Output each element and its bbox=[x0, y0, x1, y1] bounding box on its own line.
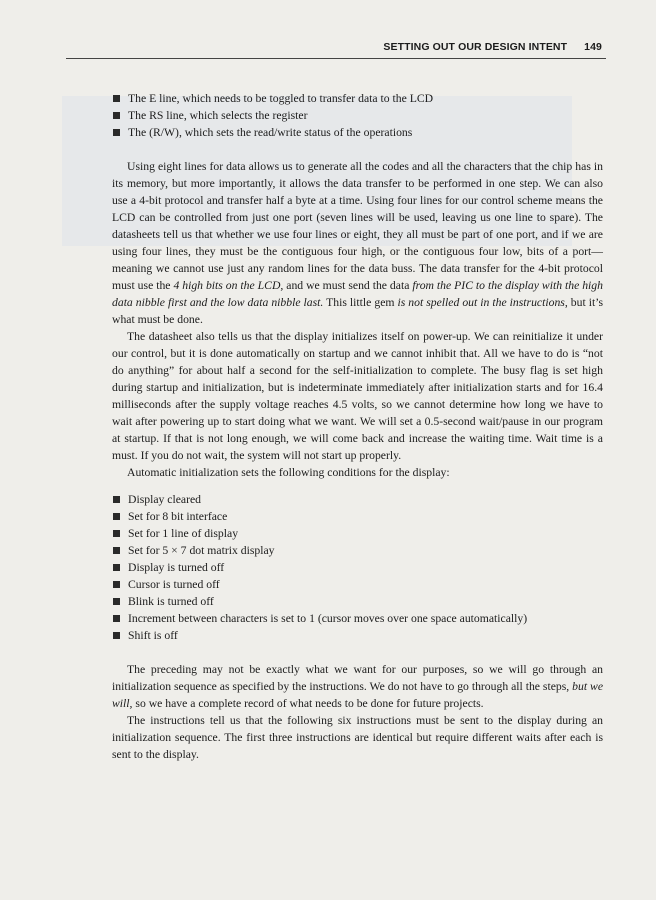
init-conditions-list bbox=[112, 491, 603, 644]
control-lines-list bbox=[112, 90, 603, 141]
list-item: Display cleared bbox=[128, 491, 603, 508]
list-item: Set for 8 bit interface bbox=[128, 508, 603, 525]
running-header bbox=[66, 40, 606, 59]
paragraph-preceding: The preceding may not be exactly what we want for our purposes, so we will go through an initialization sequence as specified by the instructions. We do not have to go through all the steps, but we will, so we have a complete record of what needs to be done for future projects. bbox=[112, 663, 604, 710]
body-text bbox=[112, 90, 603, 763]
paragraph-auto-init: Automatic initialization sets the following conditions for the display: bbox=[127, 466, 450, 479]
list-item: Increment between characters is set to 1 (cursor moves over one space automatically) bbox=[128, 610, 603, 627]
section-title: SETTING OUT OUR DESIGN INTENT bbox=[383, 41, 568, 53]
list-item: The E line, which needs to be toggled to transfer data to the LCD bbox=[128, 90, 603, 107]
paragraph-instructions: The instructions tell us that the following six instructions must be sent to the display during an initialization sequence. The first three instructions are identical but require different waits after each is sent to the display. bbox=[112, 714, 603, 761]
list-item: Set for 1 line of display bbox=[128, 525, 603, 542]
list-item: The (R/W), which sets the read/write status of the operations bbox=[128, 124, 603, 141]
list-item: Blink is turned off bbox=[128, 593, 603, 610]
list-item: The RS line, which selects the register bbox=[128, 107, 603, 124]
paragraph-data-lines: Using eight lines for data allows us to generate all the codes and all the characters that the chip has in its memory, but more importantly, it allows the data transfer to be performed in one step. We can also use a 4-bit protocol and transfer half a byte at a time. Using four lines for our control scheme means the LCD can be controlled from just one port (seven lines will be used, leaving us one line to spare). The datasheets tell us that whether we use four lines or eight, they all must be part of one port, and if we are using four lines, they must be the contiguous four high, or the contiguous four low, bits of a port—meaning we cannot use just any random lines for the data buss. The data transfer for the 4-bit protocol must use the 4 high bits on the LCD, and we must send the data from the PIC to the display with the high data nibble first and the low data nibble last. This little gem is not spelled out in the instructions, but it’s what must be done. bbox=[112, 160, 603, 326]
page-number: 149 bbox=[584, 41, 602, 53]
list-item: Display is turned off bbox=[128, 559, 603, 576]
paragraph-power-up: The datasheet also tells us that the display initializes itself on power-up. We can reinitialize it under our control, but it is done automatically on startup and we cannot inhibit that. All we have to do is “not do anything” for about half a second for the self-initialization to complete. The busy flag is set high during startup and initialization, but is indeterminate immediately after initialization starts and for 16.4 milliseconds after the supply voltage reaches 4.5 volts, so we cannot determine how long we have to wait after powering up to start doing what we want. We will set a 0.5-second wait/pause in our program at startup. If that is not long enough, we will come back and increase the waiting time. Wait time is a must. If you do not wait, the system will not start up properly. bbox=[112, 330, 603, 462]
list-item: Shift is off bbox=[128, 627, 603, 644]
list-item: Cursor is turned off bbox=[128, 576, 603, 593]
list-item: Set for 5 × 7 dot matrix display bbox=[128, 542, 603, 559]
